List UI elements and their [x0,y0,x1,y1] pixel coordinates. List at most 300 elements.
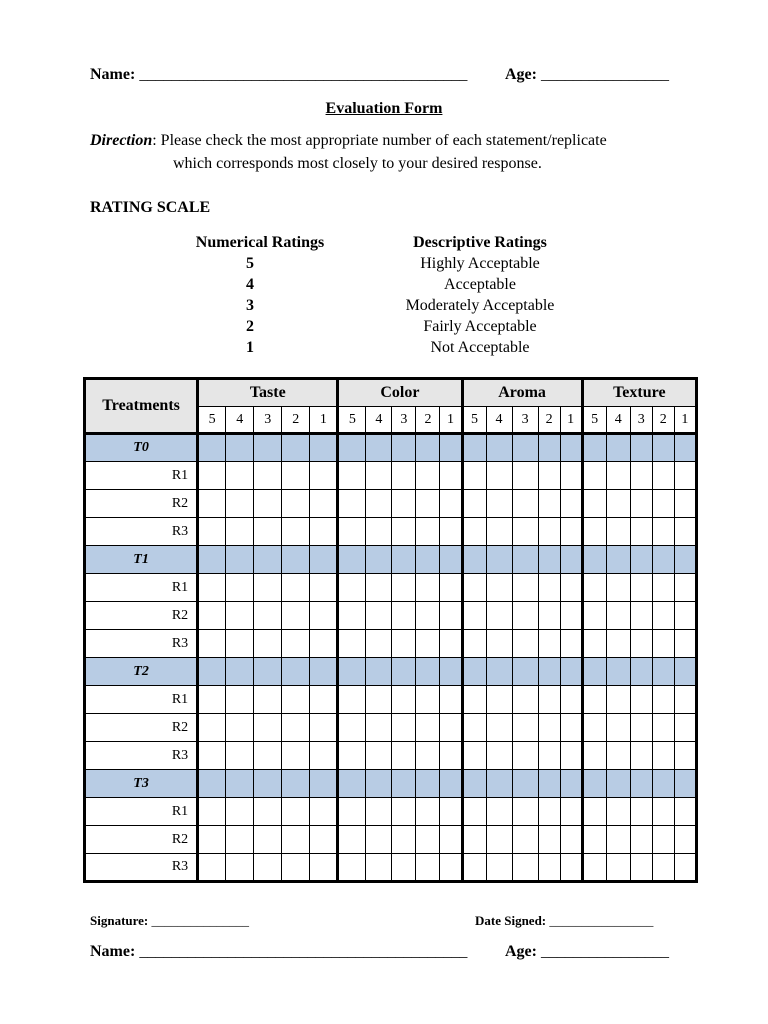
rating-checkbox-aroma-5[interactable] [462,826,486,854]
rating-checkbox-color-3[interactable] [392,798,416,826]
rating-checkbox-texture-2[interactable] [652,714,674,742]
scale-header-taste-3: 3 [254,407,282,434]
treatment-shade-cell [440,658,462,686]
rating-checkbox-aroma-4[interactable] [486,826,512,854]
numerical-rating: 4 [246,276,254,293]
treatment-shade-cell [462,658,486,686]
rating-checkbox-color-3[interactable] [392,518,416,546]
scale-header-color-2: 2 [416,407,440,434]
rating-checkbox-texture-2[interactable] [652,854,674,882]
rating-checkbox-texture-3[interactable] [630,826,652,854]
treatment-shade-cell [366,770,392,798]
scale-header-texture-4: 4 [606,407,630,434]
rating-checkbox-aroma-3[interactable] [512,630,538,658]
rating-checkbox-taste-4[interactable] [226,630,254,658]
rating-checkbox-texture-3[interactable] [630,714,652,742]
footer-name-label: Name: [90,943,136,960]
replicate-row [85,714,697,742]
rating-checkbox-aroma-4[interactable] [486,462,512,490]
rating-checkbox-taste-1[interactable] [310,630,338,658]
rating-checkbox-color-2[interactable] [416,686,440,714]
rating-checkbox-taste-3[interactable] [254,826,282,854]
rating-checkbox-taste-2[interactable] [282,574,310,602]
name-field[interactable]: _________________________________________ [139,66,468,83]
treatment-shade-cell [652,546,674,574]
rating-checkbox-taste-5[interactable] [198,714,226,742]
footer-age-label: Age: [505,943,537,960]
rating-checkbox-taste-5[interactable] [198,602,226,630]
descriptive-ratings-header: Descriptive Ratings [413,234,547,251]
age-field[interactable]: ________________ [540,66,669,83]
rating-checkbox-texture-4[interactable] [606,742,630,770]
rating-checkbox-texture-3[interactable] [630,602,652,630]
scale-header-color-5: 5 [338,407,366,434]
direction-label: Direction [90,132,153,149]
rating-checkbox-aroma-3[interactable] [512,686,538,714]
scale-header-texture-1: 1 [674,407,696,434]
rating-checkbox-taste-2[interactable] [282,518,310,546]
rating-checkbox-color-3[interactable] [392,490,416,518]
rating-checkbox-taste-3[interactable] [254,518,282,546]
rating-checkbox-color-2[interactable] [416,630,440,658]
rating-checkbox-color-5[interactable] [338,742,366,770]
rating-checkbox-taste-5[interactable] [198,462,226,490]
rating-checkbox-taste-3[interactable] [254,742,282,770]
rating-checkbox-aroma-5[interactable] [462,742,486,770]
scale-header-taste-2: 2 [282,407,310,434]
rating-checkbox-color-4[interactable] [366,490,392,518]
rating-checkbox-color-5[interactable] [338,462,366,490]
attribute-header-texture: Texture [582,379,696,407]
scale-header-texture-2: 2 [652,407,674,434]
rating-checkbox-color-5[interactable] [338,714,366,742]
rating-checkbox-aroma-4[interactable] [486,686,512,714]
rating-checkbox-taste-3[interactable] [254,490,282,518]
rating-checkbox-taste-3[interactable] [254,602,282,630]
rating-checkbox-taste-2[interactable] [282,798,310,826]
rating-checkbox-color-5[interactable] [338,686,366,714]
replicate-row [85,602,697,630]
rating-checkbox-taste-1[interactable] [310,490,338,518]
treatment-shade-cell [606,546,630,574]
rating-checkbox-color-4[interactable] [366,602,392,630]
rating-checkbox-texture-3[interactable] [630,574,652,602]
rating-checkbox-aroma-4[interactable] [486,574,512,602]
rating-checkbox-texture-3[interactable] [630,630,652,658]
rating-checkbox-color-5[interactable] [338,490,366,518]
rating-checkbox-texture-5[interactable] [582,630,606,658]
rating-checkbox-aroma-5[interactable] [462,630,486,658]
rating-checkbox-texture-4[interactable] [606,518,630,546]
descriptive-rating: Highly Acceptable [420,255,540,272]
rating-checkbox-color-5[interactable] [338,798,366,826]
rating-checkbox-aroma-1[interactable] [560,630,582,658]
rating-checkbox-aroma-1[interactable] [560,854,582,882]
rating-checkbox-texture-3[interactable] [630,490,652,518]
rating-checkbox-texture-5[interactable] [582,798,606,826]
rating-checkbox-taste-1[interactable] [310,714,338,742]
rating-checkbox-aroma-5[interactable] [462,518,486,546]
rating-checkbox-taste-3[interactable] [254,714,282,742]
rating-checkbox-color-4[interactable] [366,854,392,882]
rating-checkbox-aroma-1[interactable] [560,826,582,854]
rating-checkbox-texture-1[interactable] [674,518,696,546]
rating-checkbox-aroma-4[interactable] [486,518,512,546]
treatment-label: T3 [85,770,198,798]
rating-checkbox-color-2[interactable] [416,714,440,742]
rating-checkbox-texture-2[interactable] [652,630,674,658]
rating-checkbox-aroma-5[interactable] [462,602,486,630]
rating-checkbox-texture-2[interactable] [652,462,674,490]
rating-checkbox-taste-5[interactable] [198,490,226,518]
rating-checkbox-texture-4[interactable] [606,826,630,854]
rating-checkbox-taste-4[interactable] [226,686,254,714]
rating-checkbox-aroma-2[interactable] [538,462,560,490]
rating-checkbox-taste-3[interactable] [254,686,282,714]
rating-checkbox-color-2[interactable] [416,826,440,854]
rating-checkbox-color-1[interactable] [440,854,462,882]
signature-field[interactable]: _______________ [151,913,250,928]
treatment-shade-cell [512,434,538,462]
rating-checkbox-texture-2[interactable] [652,686,674,714]
rating-checkbox-aroma-2[interactable] [538,574,560,602]
rating-checkbox-texture-1[interactable] [674,490,696,518]
rating-checkbox-taste-5[interactable] [198,854,226,882]
rating-checkbox-taste-2[interactable] [282,714,310,742]
rating-checkbox-aroma-4[interactable] [486,714,512,742]
descriptive-rating: Fairly Acceptable [423,318,537,335]
rating-checkbox-texture-1[interactable] [674,630,696,658]
rating-checkbox-aroma-5[interactable] [462,714,486,742]
treatment-shade-cell [630,658,652,686]
rating-checkbox-color-3[interactable] [392,574,416,602]
rating-checkbox-aroma-3[interactable] [512,854,538,882]
rating-checkbox-aroma-3[interactable] [512,742,538,770]
rating-checkbox-color-1[interactable] [440,686,462,714]
treatment-shade-cell [652,770,674,798]
rating-checkbox-texture-3[interactable] [630,462,652,490]
rating-checkbox-aroma-4[interactable] [486,630,512,658]
rating-checkbox-aroma-2[interactable] [538,854,560,882]
rating-checkbox-taste-2[interactable] [282,854,310,882]
rating-checkbox-taste-3[interactable] [254,630,282,658]
rating-checkbox-color-2[interactable] [416,518,440,546]
rating-checkbox-texture-2[interactable] [652,490,674,518]
rating-checkbox-taste-3[interactable] [254,462,282,490]
rating-checkbox-color-1[interactable] [440,630,462,658]
rating-checkbox-texture-4[interactable] [606,630,630,658]
rating-checkbox-color-2[interactable] [416,462,440,490]
rating-checkbox-taste-2[interactable] [282,602,310,630]
rating-checkbox-aroma-5[interactable] [462,854,486,882]
rating-checkbox-aroma-4[interactable] [486,854,512,882]
rating-checkbox-color-3[interactable] [392,826,416,854]
rating-checkbox-color-4[interactable] [366,826,392,854]
treatment-shade-cell [310,434,338,462]
rating-checkbox-texture-1[interactable] [674,686,696,714]
date-signed-field[interactable]: ________________ [549,913,654,928]
rating-checkbox-texture-1[interactable] [674,602,696,630]
treatment-shade-cell [630,770,652,798]
treatment-shade-cell [254,546,282,574]
rating-checkbox-taste-5[interactable] [198,798,226,826]
rating-checkbox-texture-3[interactable] [630,742,652,770]
rating-checkbox-taste-4[interactable] [226,854,254,882]
rating-checkbox-color-4[interactable] [366,714,392,742]
rating-checkbox-taste-1[interactable] [310,798,338,826]
rating-checkbox-texture-1[interactable] [674,574,696,602]
rating-checkbox-taste-2[interactable] [282,826,310,854]
rating-checkbox-color-4[interactable] [366,574,392,602]
rating-checkbox-aroma-1[interactable] [560,602,582,630]
rating-checkbox-texture-5[interactable] [582,518,606,546]
rating-checkbox-aroma-2[interactable] [538,630,560,658]
rating-checkbox-texture-5[interactable] [582,714,606,742]
rating-checkbox-aroma-2[interactable] [538,826,560,854]
rating-checkbox-color-3[interactable] [392,602,416,630]
rating-checkbox-aroma-2[interactable] [538,798,560,826]
rating-checkbox-color-2[interactable] [416,490,440,518]
scale-header-aroma-1: 1 [560,407,582,434]
rating-checkbox-taste-5[interactable] [198,574,226,602]
rating-checkbox-aroma-1[interactable] [560,686,582,714]
rating-checkbox-aroma-2[interactable] [538,490,560,518]
rating-checkbox-taste-4[interactable] [226,490,254,518]
rating-checkbox-taste-5[interactable] [198,826,226,854]
rating-checkbox-taste-1[interactable] [310,602,338,630]
rating-checkbox-aroma-1[interactable] [560,714,582,742]
rating-checkbox-aroma-4[interactable] [486,742,512,770]
scale-header-texture-3: 3 [630,407,652,434]
rating-checkbox-texture-4[interactable] [606,602,630,630]
rating-checkbox-texture-4[interactable] [606,462,630,490]
rating-checkbox-color-4[interactable] [366,686,392,714]
treatment-label: T2 [85,658,198,686]
rating-checkbox-taste-1[interactable] [310,574,338,602]
treatment-shade-cell [416,434,440,462]
rating-checkbox-taste-2[interactable] [282,686,310,714]
rating-checkbox-texture-1[interactable] [674,798,696,826]
rating-checkbox-aroma-3[interactable] [512,826,538,854]
rating-checkbox-aroma-3[interactable] [512,518,538,546]
footer-name-field[interactable]: _________________________________________ [139,943,468,960]
rating-checkbox-taste-1[interactable] [310,742,338,770]
rating-checkbox-color-5[interactable] [338,574,366,602]
rating-checkbox-aroma-2[interactable] [538,686,560,714]
rating-checkbox-aroma-4[interactable] [486,490,512,518]
rating-checkbox-taste-4[interactable] [226,602,254,630]
treatment-shade-cell [198,658,226,686]
rating-checkbox-aroma-2[interactable] [538,518,560,546]
descriptive-rating: Moderately Acceptable [405,297,555,314]
rating-checkbox-taste-4[interactable] [226,462,254,490]
rating-checkbox-texture-5[interactable] [582,826,606,854]
rating-checkbox-aroma-2[interactable] [538,714,560,742]
rating-checkbox-aroma-5[interactable] [462,574,486,602]
rating-checkbox-aroma-1[interactable] [560,490,582,518]
rating-checkbox-texture-3[interactable] [630,798,652,826]
treatment-shade-cell [392,658,416,686]
scale-header-texture-5: 5 [582,407,606,434]
rating-checkbox-taste-2[interactable] [282,630,310,658]
replicate-row [85,462,697,490]
rating-checkbox-aroma-4[interactable] [486,602,512,630]
rating-checkbox-texture-1[interactable] [674,462,696,490]
rating-checkbox-texture-4[interactable] [606,798,630,826]
rating-checkbox-texture-2[interactable] [652,602,674,630]
rating-checkbox-color-1[interactable] [440,462,462,490]
rating-checkbox-color-1[interactable] [440,826,462,854]
rating-checkbox-aroma-5[interactable] [462,462,486,490]
rating-checkbox-color-1[interactable] [440,602,462,630]
rating-checkbox-aroma-1[interactable] [560,574,582,602]
numerical-rating: 3 [246,297,254,314]
direction-line-1 [90,132,607,150]
rating-checkbox-taste-2[interactable] [282,742,310,770]
rating-checkbox-texture-2[interactable] [652,742,674,770]
rating-checkbox-taste-3[interactable] [254,854,282,882]
rating-checkbox-taste-1[interactable] [310,854,338,882]
rating-checkbox-color-5[interactable] [338,826,366,854]
rating-checkbox-texture-5[interactable] [582,490,606,518]
treatment-shade-cell [338,658,366,686]
rating-checkbox-aroma-3[interactable] [512,798,538,826]
rating-checkbox-taste-3[interactable] [254,798,282,826]
rating-checkbox-texture-5[interactable] [582,462,606,490]
rating-checkbox-color-5[interactable] [338,518,366,546]
rating-checkbox-color-2[interactable] [416,742,440,770]
rating-checkbox-taste-4[interactable] [226,714,254,742]
rating-checkbox-color-3[interactable] [392,686,416,714]
rating-checkbox-texture-1[interactable] [674,854,696,882]
rating-checkbox-taste-1[interactable] [310,826,338,854]
rating-checkbox-taste-5[interactable] [198,630,226,658]
rating-checkbox-color-5[interactable] [338,630,366,658]
rating-checkbox-taste-5[interactable] [198,686,226,714]
rating-checkbox-texture-4[interactable] [606,714,630,742]
rating-checkbox-color-1[interactable] [440,518,462,546]
rating-checkbox-aroma-2[interactable] [538,742,560,770]
rating-checkbox-aroma-3[interactable] [512,574,538,602]
rating-checkbox-texture-2[interactable] [652,798,674,826]
rating-checkbox-aroma-3[interactable] [512,714,538,742]
treatment-shade-cell [606,658,630,686]
rating-checkbox-texture-3[interactable] [630,686,652,714]
rating-checkbox-texture-1[interactable] [674,826,696,854]
rating-checkbox-color-1[interactable] [440,574,462,602]
rating-checkbox-taste-4[interactable] [226,574,254,602]
rating-checkbox-color-1[interactable] [440,714,462,742]
rating-checkbox-taste-4[interactable] [226,798,254,826]
rating-checkbox-aroma-4[interactable] [486,798,512,826]
rating-checkbox-aroma-5[interactable] [462,798,486,826]
rating-checkbox-color-3[interactable] [392,714,416,742]
rating-checkbox-color-1[interactable] [440,742,462,770]
rating-checkbox-aroma-3[interactable] [512,490,538,518]
rating-checkbox-taste-1[interactable] [310,686,338,714]
rating-checkbox-aroma-3[interactable] [512,462,538,490]
rating-checkbox-texture-5[interactable] [582,854,606,882]
rating-checkbox-texture-4[interactable] [606,490,630,518]
treatment-shade-cell [282,658,310,686]
rating-checkbox-color-2[interactable] [416,574,440,602]
rating-checkbox-color-4[interactable] [366,630,392,658]
treatment-shade-cell [338,546,366,574]
treatment-shade-cell [310,658,338,686]
rating-checkbox-texture-5[interactable] [582,574,606,602]
rating-checkbox-aroma-1[interactable] [560,742,582,770]
rating-checkbox-texture-5[interactable] [582,686,606,714]
treatment-shade-cell [674,434,696,462]
rating-checkbox-color-4[interactable] [366,742,392,770]
treatment-row-t0 [85,434,697,462]
rating-checkbox-color-3[interactable] [392,630,416,658]
rating-checkbox-taste-1[interactable] [310,462,338,490]
rating-checkbox-taste-1[interactable] [310,518,338,546]
rating-checkbox-taste-4[interactable] [226,518,254,546]
rating-checkbox-texture-4[interactable] [606,574,630,602]
rating-checkbox-aroma-1[interactable] [560,462,582,490]
rating-checkbox-aroma-5[interactable] [462,490,486,518]
rating-checkbox-taste-2[interactable] [282,462,310,490]
rating-checkbox-color-3[interactable] [392,742,416,770]
rating-checkbox-texture-4[interactable] [606,854,630,882]
rating-checkbox-aroma-1[interactable] [560,518,582,546]
treatment-label: T1 [85,546,198,574]
rating-checkbox-color-1[interactable] [440,798,462,826]
treatment-shade-cell [606,770,630,798]
rating-checkbox-texture-5[interactable] [582,602,606,630]
rating-checkbox-aroma-1[interactable] [560,798,582,826]
rating-checkbox-texture-5[interactable] [582,742,606,770]
rating-checkbox-taste-3[interactable] [254,574,282,602]
rating-checkbox-color-4[interactable] [366,518,392,546]
footer-age-field[interactable]: ________________ [540,943,669,960]
rating-checkbox-texture-2[interactable] [652,574,674,602]
rating-checkbox-color-5[interactable] [338,854,366,882]
rating-checkbox-color-2[interactable] [416,602,440,630]
rating-checkbox-taste-5[interactable] [198,518,226,546]
rating-checkbox-taste-2[interactable] [282,490,310,518]
rating-checkbox-color-4[interactable] [366,798,392,826]
rating-checkbox-texture-3[interactable] [630,518,652,546]
rating-checkbox-taste-4[interactable] [226,826,254,854]
rating-checkbox-color-3[interactable] [392,462,416,490]
rating-checkbox-texture-2[interactable] [652,518,674,546]
rating-checkbox-texture-1[interactable] [674,742,696,770]
rating-checkbox-color-5[interactable] [338,602,366,630]
descriptive-ratings-column [380,232,580,358]
treatment-shade-cell [440,434,462,462]
rating-checkbox-color-2[interactable] [416,854,440,882]
rating-checkbox-texture-4[interactable] [606,686,630,714]
replicate-label: R3 [85,854,198,882]
treatment-shade-cell [338,770,366,798]
rating-checkbox-texture-2[interactable] [652,826,674,854]
rating-checkbox-taste-4[interactable] [226,742,254,770]
treatment-shade-cell [198,770,226,798]
rating-checkbox-color-2[interactable] [416,798,440,826]
rating-checkbox-aroma-2[interactable] [538,602,560,630]
rating-checkbox-aroma-3[interactable] [512,602,538,630]
rating-checkbox-color-4[interactable] [366,462,392,490]
rating-checkbox-color-1[interactable] [440,490,462,518]
rating-checkbox-taste-5[interactable] [198,742,226,770]
rating-checkbox-aroma-5[interactable] [462,686,486,714]
rating-checkbox-texture-1[interactable] [674,714,696,742]
rating-checkbox-color-3[interactable] [392,854,416,882]
rating-checkbox-texture-3[interactable] [630,854,652,882]
